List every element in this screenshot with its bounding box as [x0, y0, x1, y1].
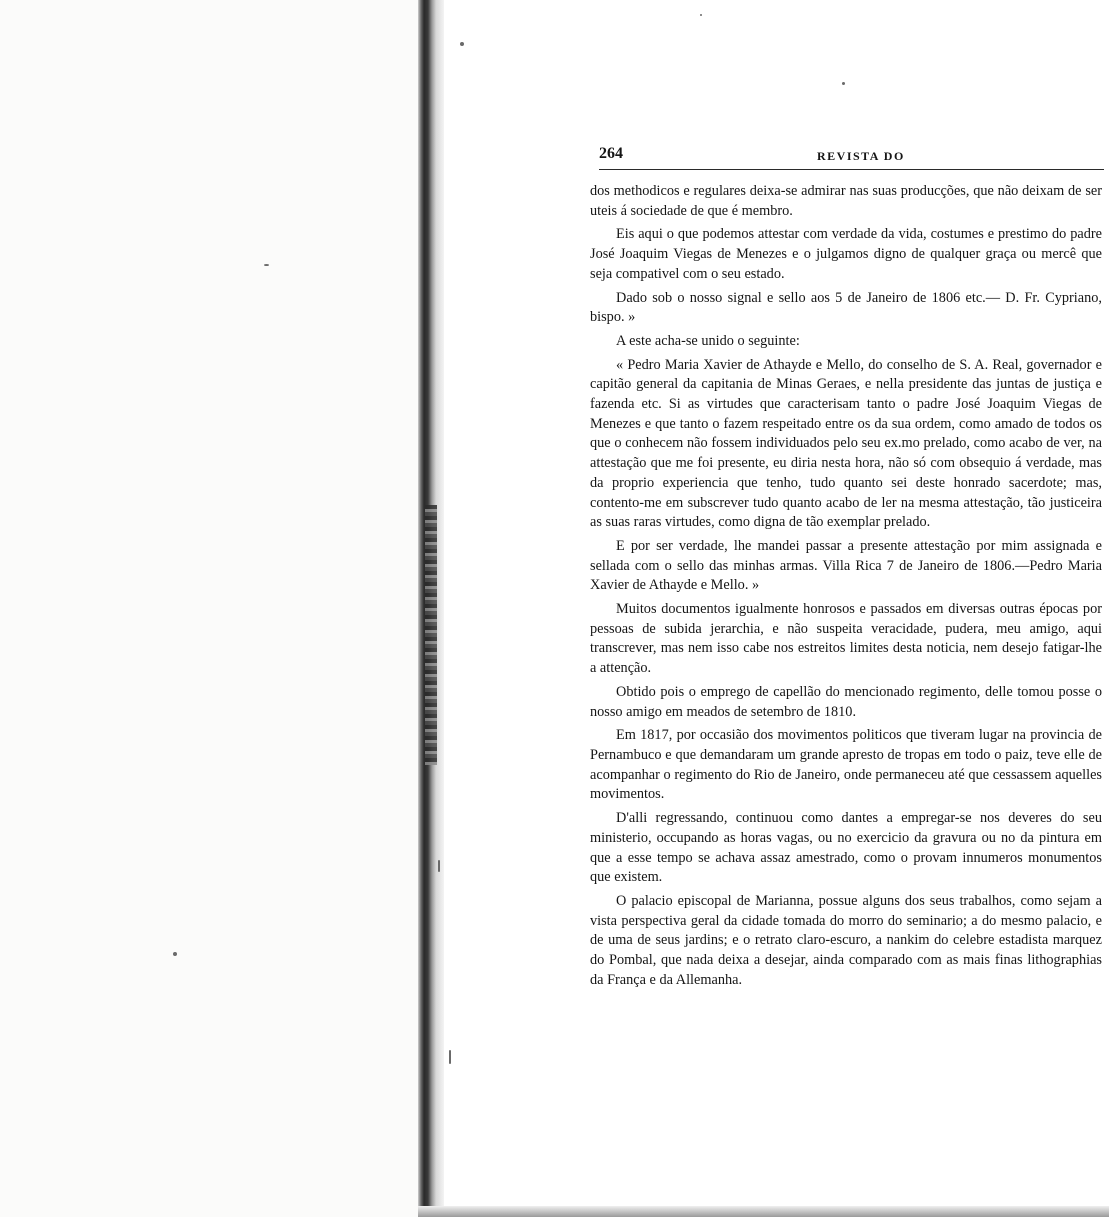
- paragraph: Muitos documentos igualmente honrosos e passados em diversas outras épocas por pessoas de subida jerarchia, e não suspeita veracidade, pudera, meu amigo, aqui transcrever, mas nem isso cabe nos estreitos limites desta noticia, nem desejo fatigar-lhe a attenção.: [590, 601, 1102, 677]
- right-page: [444, 0, 1109, 1206]
- paragraph: D'alli regressando, continuou como dantes a empregar-se nos deveres do seu ministerio, occupando as horas vagas, ou no exercicio da gravura ou no da pintura em que a esse tempo se achava assaz amestrado, como o provam innumeros monumentos que existem.: [590, 810, 1102, 886]
- paragraph: Em 1817, por occasião dos movimentos politicos que tiveram lugar na provincia de Pernambuco e que demandaram um grande apresto de tropas em todo o paiz, teve elle de acompanhar o regimento do Rio de Janeiro, onde permaneceu até que cessassem aquelles movimentos.: [590, 727, 1102, 803]
- paragraph: « Pedro Maria Xavier de Athayde e Mello, do conselho de S. A. Real, governador e capitão general da capitania de Minas Geraes, e nella presidente das juntas de justiça e fazenda etc. Si as virtudes que caracterisam tanto o padre José Joaquim Viegas de Menezes e que tanto o fazem respeitado entre os da sua ordem, como amado de todos os que o conhecem não fossem individuados pelo seu ex.mo prelado, como acabo de ver, na attestação que me foi presente, eu diria nesta hora, não só com obsequio á verdade, mas da proprio experiencia que tenho, tudo quanto sei deste honrado sacerdote; mas, contento-me em subscrever tudo quanto acabo de ler na mesma attestação, tão justiceira as suas raras virtudes, como digna de tão exemplar prelado.: [590, 356, 1102, 531]
- left-page: [0, 0, 418, 1217]
- body-text: [590, 182, 1102, 994]
- paragraph: Obtido pois o emprego de capellão do mencionado regimento, delle tomou posse o nosso amigo em meados de setembro de 1810.: [590, 683, 1102, 720]
- paragraph: E por ser verdade, lhe mandei passar a presente attestação por mim assignada e sellada com o sello das minhas armas. Villa Rica 7 de Janeiro de 1806.—Pedro Maria Xavier de Athayde e Mello. »: [590, 537, 1102, 594]
- page-header: [599, 145, 1104, 170]
- paragraph: Dado sob o nosso signal e sello aos 5 de Janeiro de 1806 etc.— D. Fr. Cypriano, bispo. »: [590, 289, 1102, 326]
- page-bottom-edge: [418, 1206, 1109, 1217]
- speck: [438, 860, 440, 872]
- paragraph: dos methodicos e regulares deixa-se admirar nas suas producções, que não deixam de ser uteis á sociedade de que é membro.: [590, 183, 1102, 219]
- paragraph: O palacio episcopal de Marianna, possue alguns dos seus trabalhos, como sejam a vista perspectiva geral da cidade tomada do morro do seminario; a do mesmo palacio, e de uma de seus jardins; e o retrato claro-escuro, a nankim do celebre estadista marquez do Pombal, que nada deixa a desejar, ainda comparado com as mais finas lithographias da França e da Allemanha.: [590, 892, 1102, 988]
- speck: [264, 264, 269, 266]
- speck: [173, 952, 177, 956]
- paragraph: A este acha-se unido o seguinte:: [616, 332, 800, 349]
- paragraph: Eis aqui o que podemos attestar com verdade da vida, costumes e prestimo do padre José Joaquim Viegas de Menezes e o julgamos digno de qualquer graça ou mercê que seja compativel com o seu estado.: [590, 226, 1102, 282]
- gutter-stain: [425, 505, 437, 765]
- page-number: 264: [599, 145, 623, 162]
- running-head: REVISTA DO: [817, 149, 905, 163]
